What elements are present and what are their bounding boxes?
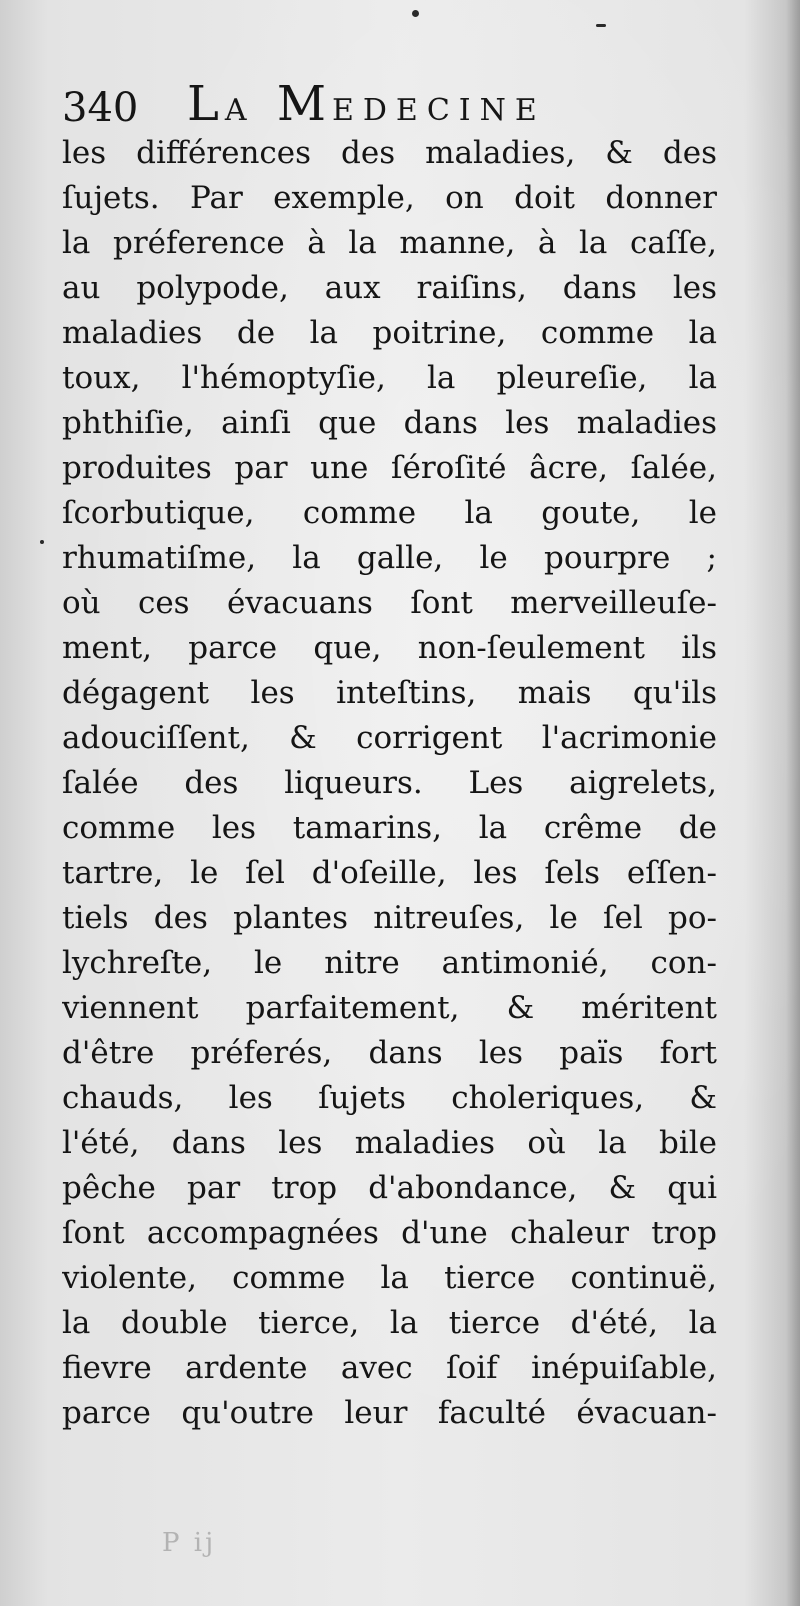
running-header — [62, 76, 730, 132]
text-line: ſont accompagnées d'une chaleur trop — [62, 1215, 717, 1251]
text-line: comme les tamarins, la crême de — [62, 810, 717, 846]
text-line: chauds, les ſujets choleriques, & — [62, 1080, 717, 1116]
text-line: où ces évacuans ſont merveilleuſe- — [62, 585, 717, 621]
text-line: rhumatiſme, la galle, le pourpre ; — [62, 540, 717, 576]
text-line: viennent parfaitement, & méritent — [62, 990, 717, 1026]
text-line: maladies de la poitrine, comme la — [62, 315, 717, 351]
ink-speck — [596, 24, 606, 27]
text-line: violente, comme la tierce continuë, — [62, 1260, 717, 1296]
text-line: au polypode, aux raiſins, dans les — [62, 270, 717, 306]
body-text — [62, 131, 717, 1436]
signature-mark: P ij — [162, 1528, 217, 1558]
text-line: ſujets. Par exemple, on doit donner — [62, 180, 717, 216]
ink-speck — [412, 10, 419, 17]
text-line: adouciſſent, & corrigent l'acrimonie — [62, 720, 717, 756]
text-line: lychreſte, le nitre antimonié, con- — [62, 945, 717, 981]
text-line: d'être préferés, dans les païs fort — [62, 1035, 717, 1071]
text-line: ment, parce que, non-ſeulement ils — [62, 630, 717, 666]
page-number: 340 — [62, 85, 139, 131]
text-line: la double tierce, la tierce d'été, la — [62, 1305, 717, 1341]
text-line: l'été, dans les maladies où la bile — [62, 1125, 717, 1161]
text-line: dégagent les inteſtins, mais qu'ils — [62, 675, 717, 711]
page-edge-shadow — [786, 0, 800, 1606]
text-line: fievre ardente avec ſoif inépuiſable, — [62, 1350, 717, 1386]
text-line: pêche par trop d'abondance, & qui — [62, 1170, 717, 1206]
text-line: la préference à la manne, à la caſſe, — [62, 225, 717, 261]
text-line: ſalée des liqueurs. Les aigrelets, — [62, 765, 717, 801]
running-title: LA MEDECINE — [187, 76, 546, 132]
text-line: les différences des maladies, & des — [62, 135, 717, 171]
text-line: toux, l'hémoptyſie, la pleureſie, la — [62, 360, 717, 396]
text-line: tartre, le ſel d'oſeille, les ſels eſſen- — [62, 855, 717, 891]
ink-speck — [40, 540, 44, 544]
text-line: ſcorbutique, comme la goute, le — [62, 495, 717, 531]
text-line: tiels des plantes nitreuſes, le ſel po- — [62, 900, 717, 936]
text-line: produites par une ſéroſité âcre, ſalée, — [62, 450, 717, 486]
text-line: parce qu'outre leur faculté évacuan- — [62, 1395, 717, 1431]
text-line: phthiſie, ainſi que dans les maladies — [62, 405, 717, 441]
